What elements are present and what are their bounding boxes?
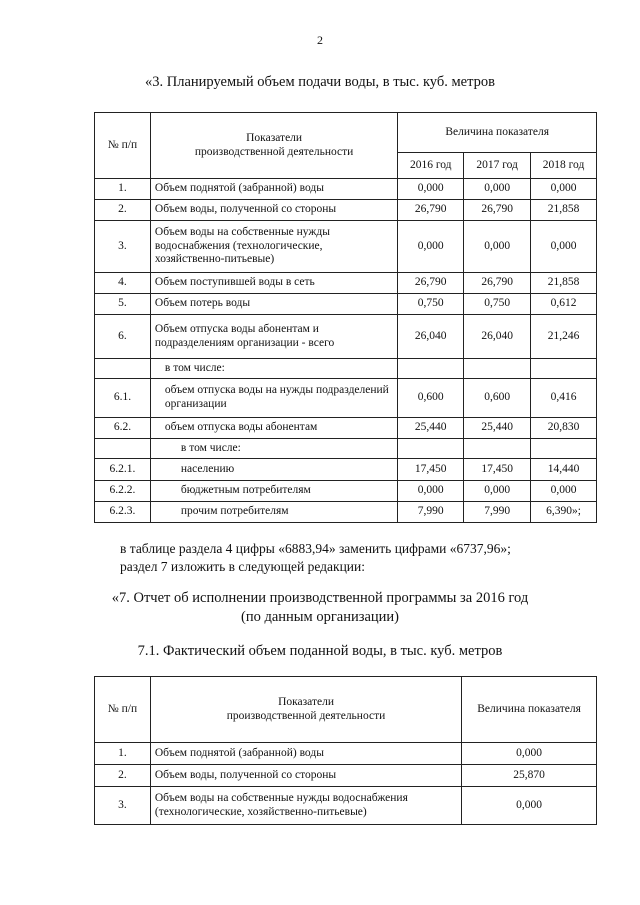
- row-number: 6.2.3.: [95, 502, 151, 523]
- row-number: 3.: [95, 787, 151, 825]
- row-value: 7,990: [464, 502, 531, 523]
- table-row: [95, 418, 597, 439]
- row-number: 1.: [95, 743, 151, 765]
- row-label: Объем поступившей воды в сеть: [150, 273, 397, 294]
- row-label: Объем воды на собственные нужды водоснабжения (технологические, хозяйственно-питьевые): [150, 221, 397, 273]
- row-value: 26,790: [464, 200, 531, 221]
- col-header-year: 2016 год: [398, 153, 464, 179]
- row-number: 6.2.2.: [95, 481, 151, 502]
- table-row: [95, 743, 597, 765]
- col-header-indicator: Показатели производственной деятельности: [150, 677, 461, 743]
- row-label: объем отпуска воды на нужды подразделений организации: [150, 379, 397, 418]
- col-header-year: 2018 год: [531, 153, 597, 179]
- row-value: 0,000: [464, 221, 531, 273]
- row-value: 0,000: [464, 481, 531, 502]
- row-number: 2.: [95, 200, 151, 221]
- row-label: Объем воды, полученной со стороны: [150, 200, 397, 221]
- row-number: 6.1.: [95, 379, 151, 418]
- row-label: бюджетным потребителям: [150, 481, 397, 502]
- row-number: 5.: [95, 294, 151, 315]
- table-row: [95, 359, 597, 379]
- row-value: [398, 439, 464, 459]
- row-value: 0,000: [531, 481, 597, 502]
- row-number: [95, 359, 151, 379]
- row-value: 0,600: [464, 379, 531, 418]
- table-row: [95, 273, 597, 294]
- row-number: 3.: [95, 221, 151, 273]
- row-label: в том числе:: [150, 439, 397, 459]
- row-value: [464, 359, 531, 379]
- amendment-paragraph: [120, 540, 511, 576]
- row-value: 0,750: [398, 294, 464, 315]
- table-row: [95, 481, 597, 502]
- row-value: 26,040: [464, 315, 531, 359]
- row-value: [398, 359, 464, 379]
- row-value: 26,040: [398, 315, 464, 359]
- row-value: 0,000: [464, 179, 531, 200]
- row-value: 0,000: [531, 179, 597, 200]
- row-label: Объем воды на собственные нужды водоснабжения (технологические, хозяйственно-питьевые): [150, 787, 461, 825]
- row-number: 6.2.1.: [95, 459, 151, 481]
- table-row: [95, 765, 597, 787]
- table-row: [95, 200, 597, 221]
- table-row: [95, 179, 597, 200]
- row-value: 25,440: [398, 418, 464, 439]
- row-label: прочим потребителям: [150, 502, 397, 523]
- row-number: 4.: [95, 273, 151, 294]
- row-number: 6.2.: [95, 418, 151, 439]
- row-value: 0,000: [531, 221, 597, 273]
- section3-title: «3. Планируемый объем подачи воды, в тыс. куб. метров: [145, 74, 495, 90]
- row-value: 0,000: [398, 179, 464, 200]
- row-value: 17,450: [464, 459, 531, 481]
- row-value: 7,990: [398, 502, 464, 523]
- row-number: 6.: [95, 315, 151, 359]
- table-row: [95, 379, 597, 418]
- row-value: 14,440: [531, 459, 597, 481]
- page-number: 2: [317, 33, 323, 47]
- row-value: 0,000: [462, 743, 597, 765]
- row-value: [531, 439, 597, 459]
- planned-water-table: [94, 112, 597, 523]
- section7-title-line1: «7. Отчет об исполнении производственной программы за 2016 год: [111, 590, 529, 606]
- row-value: 21,858: [531, 200, 597, 221]
- col-header-indicator: Показатели производственной деятельности: [150, 113, 397, 179]
- actual-water-table: [94, 676, 597, 825]
- row-value: [531, 359, 597, 379]
- amendment-line-1: в таблице раздела 4 цифры «6883,94» заменить цифрами «6737,96»;: [120, 541, 511, 556]
- row-value: 25,440: [464, 418, 531, 439]
- row-label: Объем воды, полученной со стороны: [150, 765, 461, 787]
- row-value: 26,790: [398, 200, 464, 221]
- row-value: 0,000: [462, 787, 597, 825]
- row-label: Объем поднятой (забранной) воды: [150, 179, 397, 200]
- amendment-line-2: раздел 7 изложить в следующей редакции:: [120, 559, 366, 575]
- row-value: 26,790: [464, 273, 531, 294]
- col-header-num: № п/п: [95, 113, 151, 179]
- row-number: 2.: [95, 765, 151, 787]
- table-row: [95, 439, 597, 459]
- row-value: 6,390»;: [531, 502, 597, 523]
- table-row: [95, 294, 597, 315]
- col-header-num: № п/п: [95, 677, 151, 743]
- table-row: [95, 787, 597, 825]
- section7-title-line2: (по данным организации): [240, 609, 399, 625]
- table-row: [95, 221, 597, 273]
- section7-subtitle: 7.1. Фактический объем поданной воды, в тыс. куб. метров: [137, 643, 503, 659]
- table-row: [95, 315, 597, 359]
- row-label: Объем отпуска воды абонентам и подразделениям организации - всего: [150, 315, 397, 359]
- col-header-value: Величина показателя: [462, 677, 597, 743]
- row-value: 20,830: [531, 418, 597, 439]
- row-value: 25,870: [462, 765, 597, 787]
- row-value: 17,450: [398, 459, 464, 481]
- row-number: [95, 439, 151, 459]
- row-value: 26,790: [398, 273, 464, 294]
- table-row: [95, 502, 597, 523]
- row-value: 0,600: [398, 379, 464, 418]
- col-header-year: 2017 год: [464, 153, 531, 179]
- row-label: в том числе:: [150, 359, 397, 379]
- row-label: населению: [150, 459, 397, 481]
- row-label: объем отпуска воды абонентам: [150, 418, 397, 439]
- row-label: Объем потерь воды: [150, 294, 397, 315]
- row-value: 0,000: [398, 221, 464, 273]
- row-value: 0,750: [464, 294, 531, 315]
- row-label: Объем поднятой (забранной) воды: [150, 743, 461, 765]
- row-value: 0,000: [398, 481, 464, 502]
- row-value: 21,858: [531, 273, 597, 294]
- row-number: 1.: [95, 179, 151, 200]
- col-header-value: Величина показателя: [398, 113, 597, 153]
- row-value: 0,416: [531, 379, 597, 418]
- table-row: [95, 459, 597, 481]
- row-value: 0,612: [531, 294, 597, 315]
- row-value: [464, 439, 531, 459]
- row-value: 21,246: [531, 315, 597, 359]
